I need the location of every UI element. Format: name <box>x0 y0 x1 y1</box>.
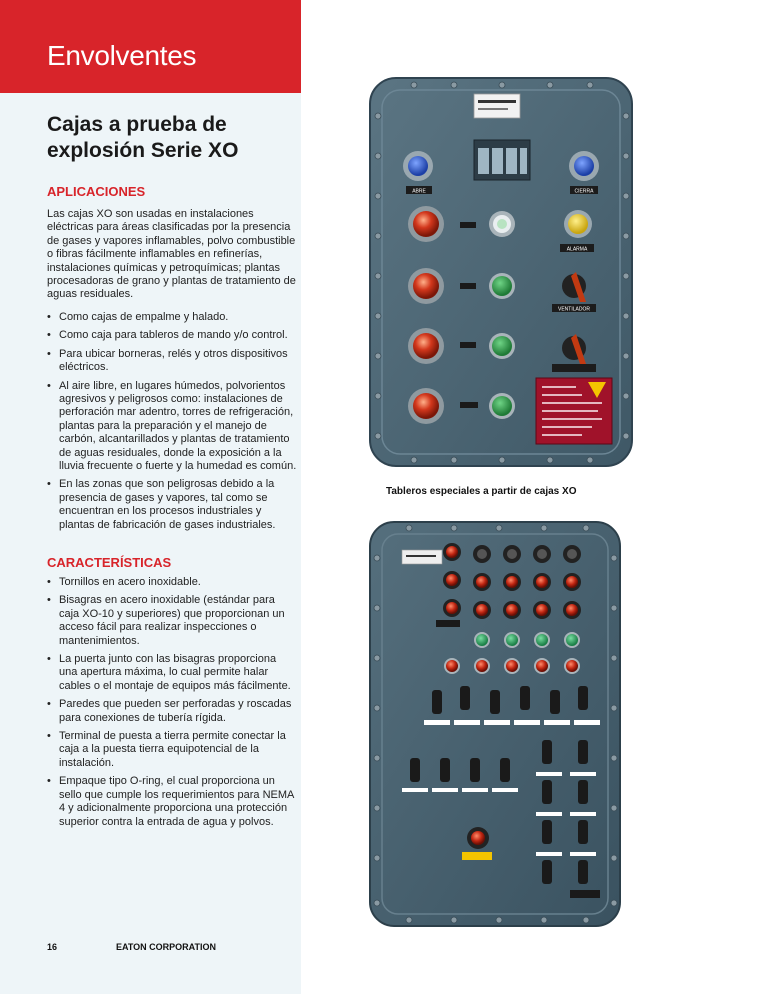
page-title: Cajas a prueba de explosión Serie XO <box>47 113 239 162</box>
list-item: • En las zonas que son peligrosas debido a la presencia de gases y vapores, tal como se encuentran en los procesos industriales y plantas de fabricación de gases industriales. <box>47 478 297 532</box>
section-banner <box>0 0 301 93</box>
list-item: • Bisagras en acero inoxidable (estándar para caja XO-10 y superiores) que proporcionan un acceso fácil para realizar inspecciones o mantenimientos. <box>47 594 297 648</box>
list-item: • Como cajas de empalme y halado. <box>47 311 297 324</box>
list-item: • La puerta junto con las bisagras proporciona una apertura máxima, lo cual permite halar cables o el montaje de equipos más fácilmente. <box>47 653 297 693</box>
page-number: 16 <box>47 942 58 952</box>
list-item: • Empaque tipo O-ring, el cual proporciona un sello que cumple los requerimientos para NEMA 4 y adicionalmente proporciona una protección superior contra la entrada de agua y polvos. <box>47 775 297 829</box>
cierra-plate-label: CIERRA <box>574 188 594 195</box>
company-name: EATON CORPORATION <box>116 942 217 952</box>
list-item: • Para ubicar borneras, relés y otros dispositivos eléctricos. <box>47 348 297 375</box>
section-title: Envolventes <box>47 40 197 71</box>
abre-plate-label: ABRE <box>412 188 426 195</box>
list-item: • Tornillos en acero inoxidable. <box>47 576 297 589</box>
list-item: • Como caja para tableros de mando y/o control. <box>47 329 297 342</box>
alarma-plate-label: ALARMA <box>566 246 588 253</box>
ventilador-plate-label: VENTILADOR <box>558 306 590 313</box>
figure-caption: Tableros especiales a partir de cajas XO <box>386 486 577 497</box>
list-item: • Paredes que pueden ser perforadas y roscadas para conexiones de tubería rígida. <box>47 698 297 725</box>
caracteristicas-list <box>47 576 297 834</box>
aplicaciones-intro: Las cajas XO son usadas en instalaciones eléctricas para áreas clasificadas por la presencia de gases y vapores inflamables, polvo combustible o fibras fácilmente inflamables en refinerías, instalaciones químicas y petroquímicas; plantas procesadoras de grano y plantas de tratamiento de aguas residuales. <box>47 208 296 301</box>
aplicaciones-heading: APLICACIONES <box>47 184 146 199</box>
list-item: • Terminal de puesta a tierra permite conectar la caja a la puesta tierra equipotencial de la instalación. <box>47 730 297 770</box>
list-item: • Al aire libre, en lugares húmedos, polvorientos agresivos y peligrosos como: instalaciones de perforación mar adentro, torres de refrigeración, plantas para la preparación y el manejo de carbón, alcantarillados y plantas de tratamiento de aguas residuales, donde la exposición a la lluvia frecuente o fuerte y la humedad es común. <box>47 380 297 474</box>
caracteristicas-heading: CARACTERÍSTICAS <box>47 555 172 570</box>
xo-panel-photo-bottom <box>364 518 626 930</box>
aplicaciones-list <box>47 311 297 537</box>
xo-panel-photo-top <box>364 76 640 470</box>
